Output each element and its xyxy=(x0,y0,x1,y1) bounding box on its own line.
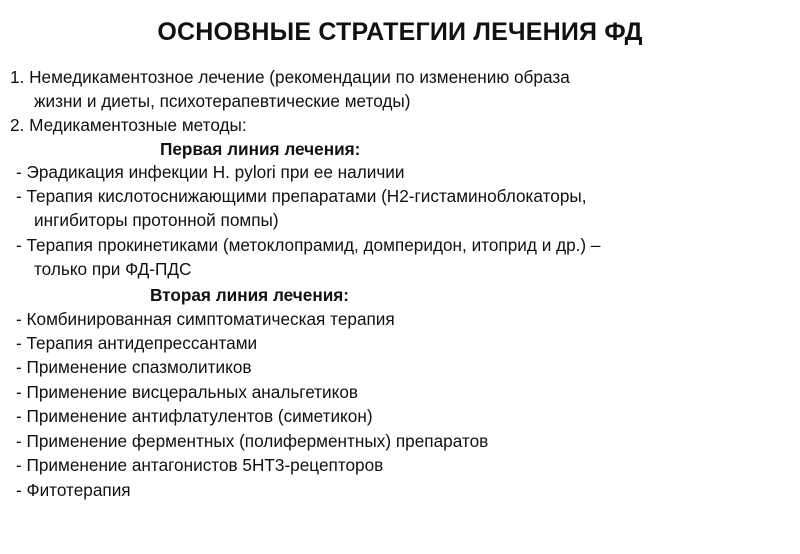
first-line-entry: - Терапия прокинетиками (метоклопрамид, домперидон, итоприд и др.) – xyxy=(16,235,601,255)
item-non-drug-line-2: жизни и диеты, психотерапевтические методы) xyxy=(34,91,411,111)
first-line-entry: - Терапия кислотоснижающими препаратами (Н2-гистаминоблокаторы, xyxy=(16,186,587,206)
second-line-entry: - Применение антагонистов 5НТ3-рецепторов xyxy=(16,455,384,475)
second-line-entry: - Применение висцеральных анальгетиков xyxy=(16,382,359,402)
second-line-entry: - Фитотерапия xyxy=(16,480,131,500)
second-line-entry: - Применение ферментных (полиферментных) препаратов xyxy=(16,431,489,451)
item-drug-label: 2. Медикаментозные методы: xyxy=(10,115,247,135)
slide-title: ОСНОВНЫЕ СТРАТЕГИИ ЛЕЧЕНИЯ ФД xyxy=(157,18,643,46)
second-line-entry: - Терапия антидепрессантами xyxy=(16,333,258,353)
first-line-entry-continuation: ингибиторы протонной помпы) xyxy=(34,210,279,230)
first-line-heading: Первая линия лечения: xyxy=(160,139,361,159)
second-line-entry: - Применение спазмолитиков xyxy=(16,357,252,377)
second-line-heading: Вторая линия лечения: xyxy=(150,285,350,305)
first-line-entry: - Эрадикация инфекции H. pylori при ее наличии xyxy=(16,162,405,182)
second-line-entry: - Комбинированная симптоматическая терапия xyxy=(16,309,395,329)
first-line-entry-continuation: только при ФД-ПДС xyxy=(34,259,192,279)
second-line-entry: - Применение антифлатулентов (симетикон) xyxy=(16,406,373,426)
item-non-drug-line-1: 1. Немедикаментозное лечение (рекомендации по изменению образа xyxy=(10,67,570,87)
